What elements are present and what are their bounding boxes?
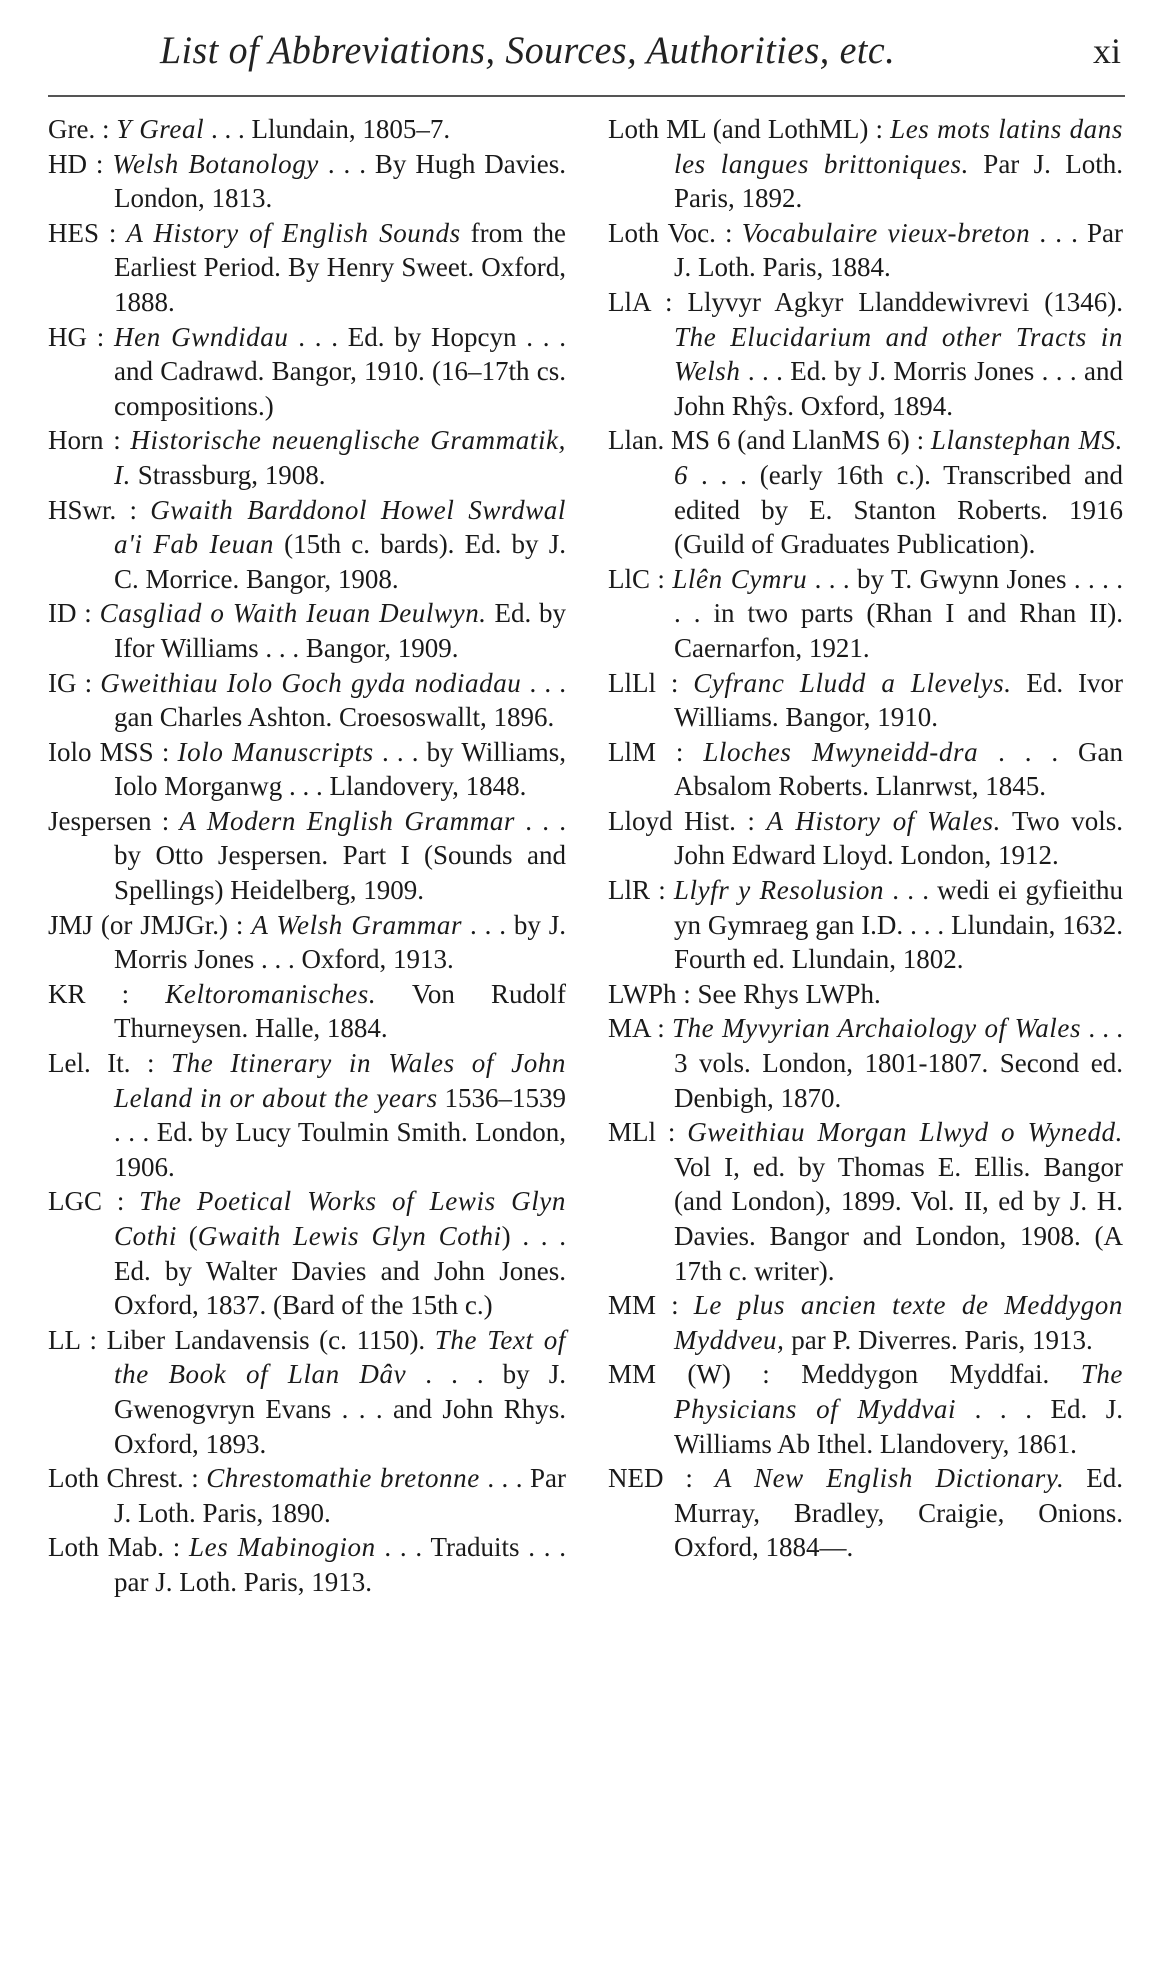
entry-text: . . . by J. Morris Jones . . . Oxford, 1913.: [114, 909, 566, 975]
work-title: Llên Cymru: [672, 563, 808, 594]
abbreviation-term: Horn :: [48, 425, 121, 456]
abbreviation-term: Llan. MS 6 (and LlanMS 6) :: [608, 425, 925, 456]
entry-text: ) . . . Ed. by Walter Davies and John Jones. Oxford, 1837. (Bard of the 15th c.): [114, 1221, 567, 1321]
abbreviation-entry: [48, 493, 566, 597]
abbreviation-term: LlC :: [608, 563, 665, 594]
abbreviation-entry: [608, 977, 1123, 1012]
entry-text: Meddygon Myddfai.: [801, 1359, 1081, 1390]
work-title: Chrestomathie bretonne: [206, 1463, 480, 1494]
page-number: xi: [1093, 31, 1122, 71]
abbreviation-entry: [48, 1461, 566, 1530]
work-title: Iolo Manuscripts: [177, 736, 374, 767]
abbreviation-entry: [608, 1115, 1123, 1288]
abbreviation-term: HD :: [48, 148, 104, 179]
entry-text: Llyvyr Agkyr Llanddewivrevi (1346).: [687, 286, 1124, 317]
work-title: Gweithiau Iolo Goch gyda nodiadau: [100, 667, 522, 698]
abbreviation-entry: [608, 216, 1123, 285]
entry-text: Two vols. John Edward Lloyd. London, 1912.: [674, 805, 1123, 871]
abbreviation-entry: [48, 147, 566, 216]
abbreviation-term: MLl :: [608, 1117, 676, 1148]
work-title: The Text of the Book of Llan Dâv: [114, 1324, 566, 1390]
entry-text: . . . By Hugh Davies. London, 1813.: [114, 148, 567, 214]
work-title: Cyfranc Lludd a Llevelys.: [693, 667, 1012, 698]
abbreviation-entry: [48, 1530, 566, 1599]
abbreviation-entry: [608, 1288, 1123, 1357]
abbreviation-term: Loth Voc. :: [608, 217, 733, 248]
abbreviation-entry: [48, 735, 566, 804]
abbreviation-term: Jespersen :: [48, 805, 170, 836]
entry-text: Strassburg, 1908.: [130, 459, 326, 490]
abbreviation-entry: [608, 873, 1123, 977]
abbreviation-term: LGC :: [48, 1186, 125, 1217]
work-title: Les Mabinogion: [189, 1532, 376, 1563]
work-title: Llanstephan MS. 6: [674, 425, 1123, 490]
abbreviation-term: MM :: [608, 1290, 679, 1321]
abbreviation-term: HES :: [48, 217, 117, 248]
abbreviation-term: MM (W) :: [608, 1359, 770, 1390]
work-title: Vocabulaire vieux-breton: [741, 217, 1031, 248]
work-title: Welsh Botanology: [112, 148, 319, 179]
work-title: Llyfr y Resolusion: [673, 875, 885, 906]
entry-text: . . . Llundain, 1805–7.: [204, 114, 451, 144]
entry-text: (15th c. bards). Ed. by J. C. Morrice. Bangor, 1908.: [114, 529, 566, 594]
entry-text: . . . by J. Gwenogvryn Evans . . . and John Rhys. Oxford, 1893.: [114, 1359, 566, 1459]
entry-text: . . . Par J. Loth. Paris, 1884.: [674, 217, 1124, 283]
abbreviation-term: Gre. :: [48, 114, 110, 144]
abbreviation-term: JMJ (or JMJGr.) :: [48, 909, 244, 940]
work-title: A History of Wales.: [766, 805, 1001, 836]
abbreviation-entry: [608, 285, 1123, 423]
entry-text: . . . Par J. Loth. Paris, 1890.: [114, 1463, 566, 1528]
entry-text: Ed. Ivor Williams. Bangor, 1910.: [674, 667, 1123, 733]
work-title: Lloches Mwyneidd-dra: [703, 736, 979, 767]
abbreviation-term: LlR :: [608, 875, 666, 906]
abbreviation-term: LlM :: [608, 736, 684, 767]
abbreviation-entry: [608, 1357, 1123, 1461]
abbreviation-entry: [48, 908, 566, 977]
entry-text: Von Rudolf Thurneysen. Halle, 1884.: [114, 978, 566, 1044]
abbreviation-term: Lloyd Hist. :: [608, 805, 755, 836]
entry-text: Ed. by Ifor Williams . . . Bangor, 1909.: [114, 598, 567, 663]
entry-text: . . . wedi ei gyfieithu yn Gymraeg gan I.D. . . . Llundain, 1632. Fourth ed. Llundain, 1802.: [674, 875, 1123, 975]
work-title: A Welsh Grammar: [251, 909, 463, 940]
work-title: Keltoromanisches.: [165, 978, 377, 1009]
work-title: Hen Gwndidau: [114, 321, 289, 352]
abbreviation-term: Loth Mab. :: [48, 1532, 181, 1563]
work-title: A Modern English Grammar: [179, 805, 516, 836]
entry-text: . . . gan Charles Ashton. Croesoswallt, 1896.: [114, 667, 566, 733]
work-title: A New English Dictionary.: [714, 1463, 1065, 1494]
entry-text: Par J. Loth. Paris, 1892.: [674, 148, 1123, 214]
abbreviation-term: LWPh :: [608, 978, 691, 1009]
entry-text: from the Earliest Period. By Henry Sweet. Oxford, 1888.: [114, 217, 566, 317]
entry-text: . . . Ed. J. Williams Ab Ithel. Llandovery, 1861.: [674, 1393, 1124, 1459]
left-column: [48, 112, 566, 1600]
right-column: [608, 112, 1123, 1565]
abbreviation-term: HSwr. :: [48, 494, 138, 525]
entry-text: Vol I, ed. by Thomas E. Ellis. Bangor (and London), 1899. Vol. II, ed by J. H. Davies. Bangor and London, 1908. (A 17th c. writer).: [674, 1151, 1123, 1286]
abbreviation-entry: [608, 423, 1123, 561]
entry-text: . . . Gan Absalom Roberts. Llanrwst, 1845.: [674, 736, 1123, 802]
abbreviation-entry: [608, 735, 1123, 804]
abbreviation-term: MA :: [608, 1013, 665, 1044]
running-title: List of Abbreviations, Sources, Authorities, etc.: [160, 29, 896, 72]
abbreviation-entry: [48, 1184, 566, 1322]
abbreviation-entry: [48, 666, 566, 735]
work-title: The Poetical Works of Lewis Glyn Cothi: [114, 1186, 566, 1251]
entry-text: Liber Landavensis (c. 1150).: [106, 1324, 435, 1355]
abbreviation-entry: [608, 112, 1123, 216]
abbreviation-entry: [608, 1461, 1123, 1565]
abbreviation-entry: [48, 1323, 566, 1461]
entry-text: . . . by T. Gwynn Jones . . . . . . in two parts (Rhan I and Rhan II). Caernarfon, 1921.: [674, 563, 1124, 663]
abbreviation-term: HG :: [48, 321, 105, 352]
work-title: The Physicians of Myddvai: [674, 1359, 1124, 1424]
entry-text: . . . (early 16th c.). Transcribed and edited by E. Stanton Roberts. 1916 (Guild of Graduates Publication).: [674, 459, 1123, 560]
entry-text: . . . Traduits . . . par J. Loth. Paris, 1913.: [114, 1532, 566, 1597]
abbreviation-term: LlA :: [608, 286, 673, 317]
work-title: Casgliad o Waith Ieuan Deulwyn.: [99, 598, 487, 629]
abbreviation-entry: [48, 596, 566, 665]
abbreviation-entry: [608, 1011, 1123, 1115]
entry-text: (: [177, 1221, 198, 1251]
entry-text: . . . 3 vols. London, 1801-1807. Second ed. Denbigh, 1870.: [674, 1013, 1123, 1113]
abbreviation-entry: [48, 423, 566, 492]
abbreviation-term: LlLl :: [608, 667, 679, 698]
entry-text: . . . Ed. by J. Morris Jones . . . and John Rhŷs. Oxford, 1894.: [674, 356, 1123, 421]
entry-text: Ed. Murray, Bradley, Craigie, Onions. Oxford, 1884—.: [674, 1463, 1124, 1563]
abbreviation-entry: [48, 1046, 566, 1184]
abbreviation-entry: [608, 804, 1123, 873]
abbreviation-entry: [608, 562, 1123, 666]
abbreviation-term: ID :: [48, 598, 92, 629]
entry-text: . . . by Otto Jespersen. Part I (Sounds and Spellings) Heidelberg, 1909.: [114, 805, 566, 906]
abbreviation-entry: [48, 112, 566, 147]
work-title: The Elucidarium and other Tracts in Welsh: [674, 321, 1123, 387]
work-title: Le plus ancien texte de Meddygon Myddveu,: [674, 1290, 1124, 1355]
abbreviation-term: Loth Chrest. :: [48, 1463, 199, 1494]
abbreviation-term: Iolo MSS :: [48, 736, 170, 767]
work-title: Y Greal: [116, 114, 205, 144]
work-title: Gwaith Lewis Glyn Cothi: [197, 1221, 502, 1251]
entry-text: . . . Ed. by Hopcyn . . . and Cadrawd. Bangor, 1910. (16–17th cs. compositions.): [114, 321, 567, 421]
abbreviation-entry: [608, 666, 1123, 735]
abbreviation-term: Loth ML (and LothML) :: [608, 114, 883, 144]
abbreviation-entry: [48, 977, 566, 1046]
entry-text: par P. Diverres. Paris, 1913.: [784, 1324, 1093, 1355]
abbreviation-term: KR :: [48, 978, 130, 1009]
work-title: A History of English Sounds: [126, 217, 461, 248]
abbreviation-term: Lel. It. :: [48, 1048, 155, 1079]
work-title: Les mots latins dans les langues brittoniques.: [674, 114, 1123, 179]
work-title: The Myvyrian Archaiology of Wales: [671, 1013, 1082, 1044]
work-title: Gweithiau Morgan Llwyd o Wynedd.: [687, 1117, 1124, 1148]
entry-text: 1536–1539 . . . Ed. by Lucy Toulmin Smith. London, 1906.: [114, 1082, 567, 1182]
entry-text: . . . by Williams, Iolo Morganwg . . . Llandovery, 1848.: [114, 736, 567, 802]
abbreviation-term: NED :: [608, 1463, 693, 1494]
abbreviation-entry: [48, 216, 566, 320]
abbreviation-entry: [48, 804, 566, 908]
header-rule: [48, 95, 1125, 97]
running-header: [0, 24, 1159, 84]
work-title: The Itinerary in Wales of John Leland in or about the years: [114, 1048, 566, 1113]
work-title: Gwaith Barddonol Howel Swrdwal a'i Fab Ieuan: [114, 494, 567, 560]
abbreviation-entry: [48, 320, 566, 424]
abbreviation-term: LL :: [48, 1324, 98, 1355]
work-title: Historische neuenglische Grammatik, I.: [114, 425, 566, 490]
abbreviation-term: IG :: [48, 667, 93, 698]
entry-text: See Rhys LWPh.: [697, 978, 881, 1009]
